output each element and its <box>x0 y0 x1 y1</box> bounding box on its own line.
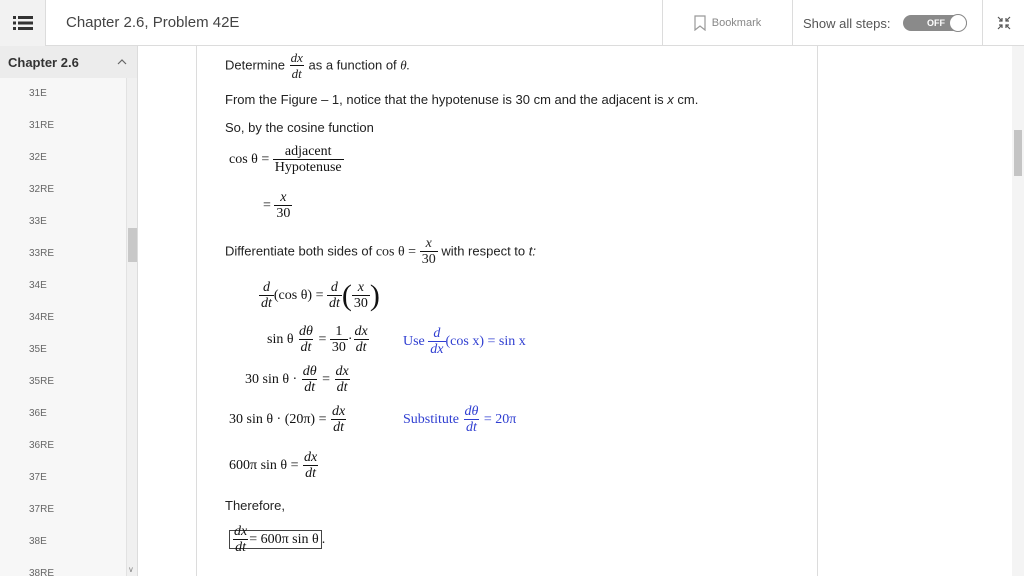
bookmark-icon <box>694 15 706 31</box>
show-all-steps <box>792 0 982 46</box>
d-dx <box>428 326 445 358</box>
toggle-state-label: OFF <box>927 18 945 28</box>
substitute-hint <box>403 404 516 436</box>
use-hint <box>403 326 526 358</box>
sidebar-item-31re[interactable]: 31RE <box>29 120 55 131</box>
sidebar-item-32e[interactable]: 32E <box>29 152 47 163</box>
differentiate-var: t: <box>528 243 537 259</box>
frac-num: dθ <box>464 404 479 419</box>
frac-den: dt <box>304 380 316 395</box>
page-scrollbar[interactable] <box>1012 46 1024 576</box>
problem-sidebar <box>0 46 138 576</box>
equals: = <box>318 332 327 348</box>
frac-num: x <box>357 280 364 295</box>
show-steps-toggle[interactable] <box>903 15 967 31</box>
sidebar-item-37re[interactable]: 37RE <box>29 504 55 515</box>
frac-den: dt <box>333 420 345 435</box>
chapter-header[interactable] <box>0 46 137 78</box>
sidebar-item-34re[interactable]: 34RE <box>29 312 55 323</box>
sidebar-item-38re[interactable]: 38RE <box>29 568 55 576</box>
adjacent-over-hypotenuse <box>273 144 344 176</box>
thirty-sin-theta: 30 sin θ · <box>245 372 298 388</box>
six-hundred-equation <box>229 450 319 482</box>
six-hundred-pi-sin: 600π sin θ = <box>229 458 299 474</box>
sidebar-item-35e[interactable]: 35E <box>29 344 47 355</box>
chevron-up-icon <box>117 59 127 65</box>
sidebar-item-33e[interactable]: 33E <box>29 216 47 227</box>
sin-theta-equation: sin θ $\frac{d\theta}{dt}$ = $\frac{1}{30}$ · $\frac{dx}{dt}$ <box>267 324 368 355</box>
frac-den: dt <box>328 296 340 311</box>
cos-x-derivative: (cos x) = sin x <box>445 334 526 350</box>
frac-den: dt <box>466 420 477 435</box>
differentiate-suffix: with respect to <box>441 243 526 259</box>
equals: = <box>322 372 331 388</box>
frac-num: dθ <box>299 324 313 339</box>
therefore-label: Therefore, <box>225 498 285 513</box>
frac-den: 30 <box>331 340 346 355</box>
sidebar-scrollbar[interactable] <box>126 78 137 576</box>
frac-den: dt <box>305 466 317 481</box>
one-over-30 <box>330 324 348 356</box>
page-title: Chapter 2.6, Problem 42E <box>66 14 240 31</box>
x-30-paren <box>352 280 370 312</box>
frac-num: adjacent <box>284 144 332 159</box>
twenty-pi: = 20π <box>483 412 517 428</box>
frac-num: d <box>433 326 441 341</box>
collapse-arrows-icon <box>996 15 1012 31</box>
figure-note-var: x <box>667 92 674 107</box>
differentiate-prefix: Differentiate both sides of <box>225 243 373 259</box>
dx-dt-fraction <box>289 50 305 82</box>
chapter-label: Chapter 2.6 <box>8 54 79 70</box>
figure-note-text: From the Figure – 1, notice that the hypotenuse is 30 cm and the adjacent is <box>225 92 664 107</box>
use-label: Use <box>403 334 425 350</box>
frac-den: dx <box>430 342 444 357</box>
cos-theta: cos θ = <box>229 152 270 168</box>
cos-theta-inline: cos θ = <box>375 244 417 260</box>
frac-num: dx <box>290 50 303 65</box>
bookmark-button[interactable] <box>662 0 792 46</box>
thirty-sin-equation <box>245 364 351 396</box>
substitute-label: Substitute <box>403 412 460 428</box>
sidebar-item-31e[interactable]: 31E <box>29 88 47 99</box>
dx-dt <box>302 450 319 482</box>
dtheta-dt <box>301 364 319 396</box>
frac-num: dx <box>234 524 248 539</box>
frac-den: 30 <box>421 252 436 267</box>
sidebar-item-36e[interactable]: 36E <box>29 408 47 419</box>
frac-den: dt <box>355 340 367 355</box>
dx-dt <box>232 524 249 556</box>
frac-num: dx <box>304 450 318 465</box>
cos-theta-paren: (cos θ) = <box>273 288 324 304</box>
menu-button[interactable] <box>0 0 46 46</box>
determine-line <box>225 50 410 82</box>
frac-den: dt <box>336 380 348 395</box>
frac-den: 30 <box>353 296 368 311</box>
dtheta-dt-blue <box>463 404 481 436</box>
frac-num: d <box>262 280 270 295</box>
dx-dt <box>353 324 370 356</box>
dx-dt <box>334 364 351 396</box>
frac-den: dt <box>300 340 312 355</box>
frac-num: x <box>280 190 287 205</box>
sin-theta: sin θ <box>267 332 294 348</box>
frac-num: dθ <box>302 364 317 379</box>
sidebar-item-33re[interactable]: 33RE <box>29 248 55 259</box>
top-bar <box>0 0 1024 46</box>
frac-den: 30 <box>276 206 291 221</box>
problem-list <box>0 78 137 576</box>
figure-note <box>225 92 698 107</box>
cosine-line: So, by the cosine function <box>225 120 374 135</box>
theta-end: θ. <box>400 57 410 73</box>
thirty-sin-20pi: 30 sin θ · (20π) = <box>229 412 327 428</box>
equals: = <box>263 198 271 214</box>
frac-num: x <box>425 236 432 251</box>
determine-prefix: Determine <box>225 57 285 73</box>
bookmark-label: Bookmark <box>711 17 762 29</box>
dx-dt <box>330 404 347 436</box>
frac-den: dt <box>235 540 247 555</box>
toggle-knob <box>949 14 967 32</box>
dtheta-dt <box>297 324 315 356</box>
cosine-definition <box>229 144 344 176</box>
sidebar-item-32re[interactable]: 32RE <box>29 184 55 195</box>
d-dt-right <box>327 280 342 312</box>
frac-den: Hypotenuse <box>274 160 342 175</box>
show-steps-label: Show all steps: <box>803 15 891 31</box>
frac-num: dx <box>335 364 349 379</box>
final-answer-box <box>229 524 322 555</box>
sidebar-item-36re[interactable]: 36RE <box>29 440 55 451</box>
frac-num: dx <box>332 404 346 419</box>
figure-note-unit: cm. <box>677 92 699 107</box>
x-30-fraction <box>274 190 292 222</box>
d-dt-left <box>259 280 274 312</box>
list-menu-icon <box>13 15 33 31</box>
page-scroll-thumb[interactable] <box>1014 130 1022 176</box>
scroll-down-icon[interactable]: ∨ <box>128 565 134 574</box>
derivative-both-sides: $\frac{d}{dt}$ (cos θ) = $\frac{d}{dt}$ ( $\frac{x}{30}$ ) <box>261 279 380 312</box>
sidebar-item-37e[interactable]: 37E <box>29 472 47 483</box>
period: . <box>321 532 326 548</box>
frac-den: dt <box>291 66 302 81</box>
substituted-equation <box>229 404 347 436</box>
sidebar-item-34e[interactable]: 34E <box>29 280 47 291</box>
frac-den: dt <box>261 296 272 311</box>
frac-num: dx <box>354 324 368 339</box>
solution-content <box>196 46 818 576</box>
final-answer <box>229 524 325 556</box>
sidebar-item-35re[interactable]: 35RE <box>29 376 55 387</box>
frac-num: 1 <box>335 324 343 339</box>
sidebar-scroll-thumb[interactable] <box>128 228 137 262</box>
x-30-inline <box>420 236 438 268</box>
x-over-30 <box>263 190 292 222</box>
collapse-button[interactable] <box>982 0 1024 46</box>
sidebar-item-38e[interactable]: 38E <box>29 536 47 547</box>
determine-suffix: as a function of <box>308 57 397 73</box>
frac-num: d <box>330 280 338 295</box>
differentiate-line <box>225 236 536 268</box>
final-rhs: = 600π sin θ <box>249 532 319 548</box>
